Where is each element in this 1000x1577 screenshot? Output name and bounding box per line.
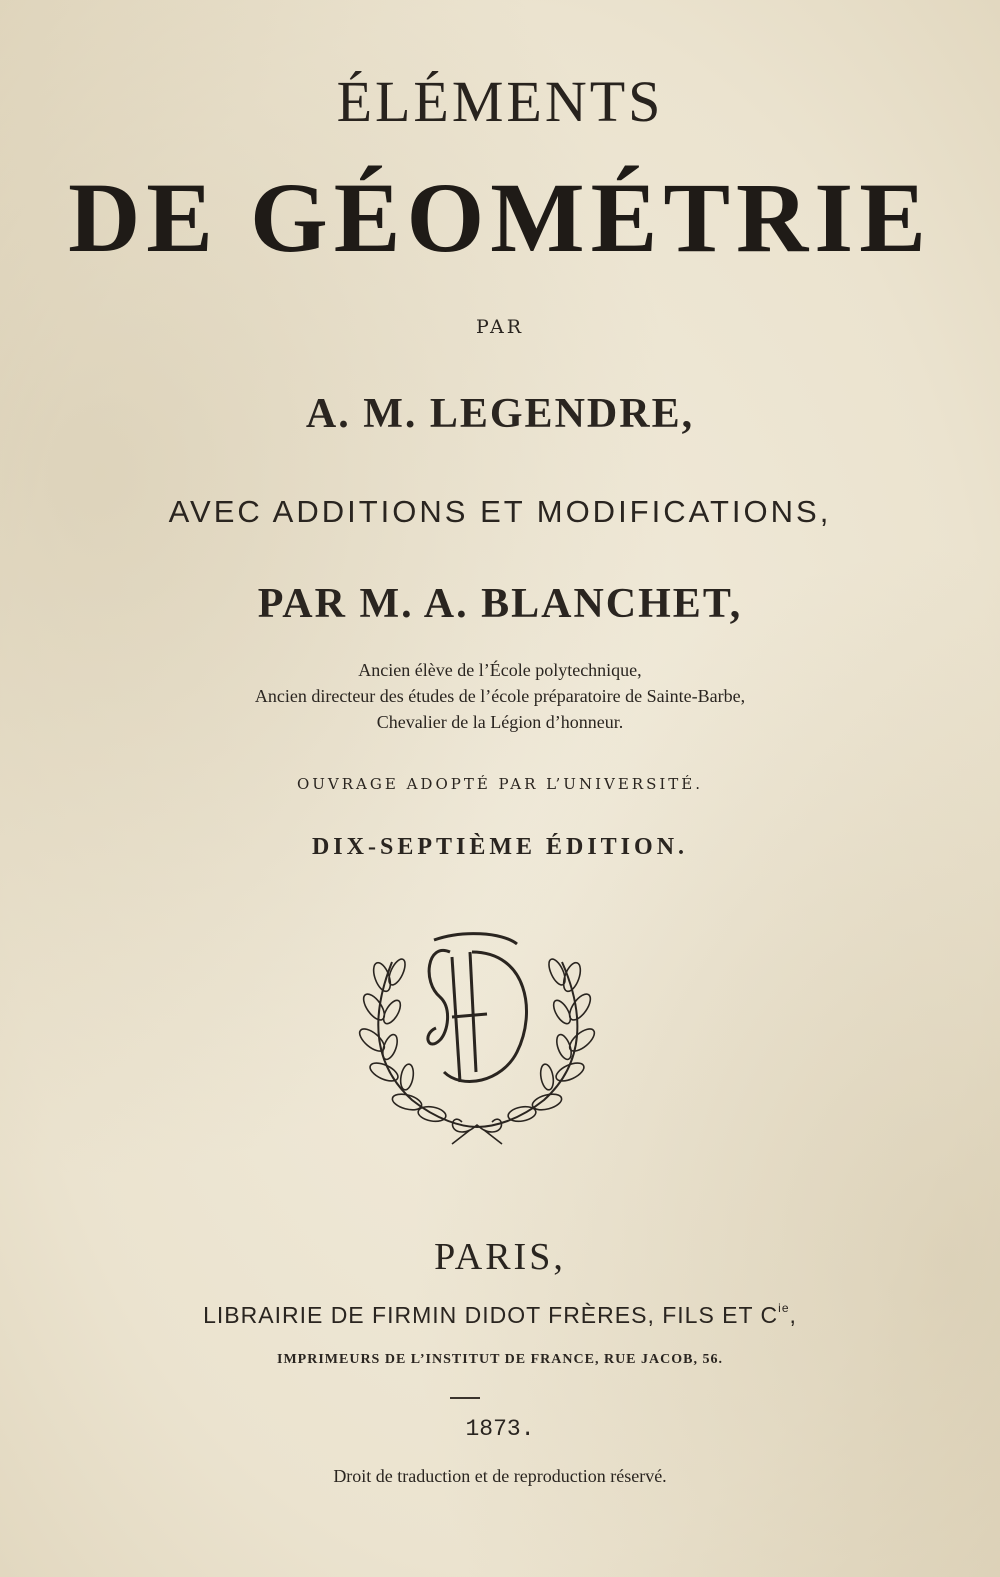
editor-name: PAR M. A. BLANCHET, bbox=[257, 581, 743, 627]
publisher-superscript: ie bbox=[778, 1301, 790, 1315]
additions-line: AVEC ADDITIONS ET MODIFICATIONS, bbox=[168, 494, 832, 529]
publisher-main: LIBRAIRIE DE FIRMIN DIDOT FRÈRES, FILS ET C bbox=[203, 1302, 779, 1328]
adoption-note: OUVRAGE ADOPTÉ PAR L’UNIVERSITÉ. bbox=[296, 775, 703, 793]
fd-monogram-laurel-wreath-icon bbox=[352, 922, 602, 1147]
publication-year: 1873. bbox=[465, 1416, 535, 1442]
title-line-2: DE GÉOMÉTRIE bbox=[68, 162, 932, 273]
rights-notice: Droit de traduction et de reproduction réservé. bbox=[333, 1466, 667, 1486]
credential-line: Ancien directeur des études de l’école préparatoire de Sainte-Barbe, bbox=[254, 686, 746, 706]
publication-city: PARIS, bbox=[434, 1236, 566, 1278]
publisher-name bbox=[0, 1302, 1000, 1329]
edition-label: DIX-SEPTIÈME ÉDITION. bbox=[311, 834, 689, 860]
by-label: PAR bbox=[475, 316, 525, 338]
publisher-end: , bbox=[789, 1302, 797, 1328]
credential-line: Chevalier de la Légion d’honneur. bbox=[376, 712, 624, 732]
divider-rule bbox=[450, 1397, 480, 1399]
title-line-1: ÉLÉMENTS bbox=[336, 69, 664, 134]
credential-line: Ancien élève de l’École polytechnique, bbox=[358, 660, 642, 680]
printers-line: IMPRIMEURS DE L’INSTITUT DE FRANCE, RUE JACOB, 56. bbox=[277, 1352, 723, 1367]
author-name: A. M. LEGENDRE, bbox=[305, 391, 695, 437]
